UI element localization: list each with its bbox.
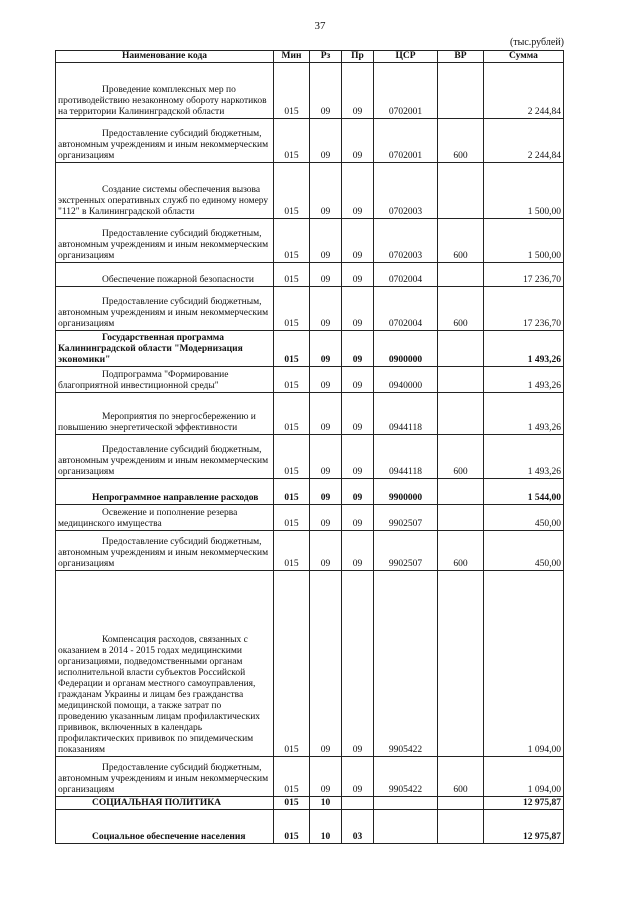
row-pr: 09 [342, 219, 374, 263]
row-rz: 09 [310, 479, 342, 505]
row-sum: 1 493,26 [484, 435, 564, 479]
row-rz: 09 [310, 571, 342, 757]
row-name: Предоставление субсидий бюджетным, автономным учреждениям и иным некоммерческим организациям [56, 287, 274, 331]
row-name: Предоставление субсидий бюджетным, автономным учреждениям и иным некоммерческим организациям [56, 119, 274, 163]
col-header-csr: ЦСР [374, 51, 438, 63]
table-row [56, 435, 564, 479]
table-row [56, 163, 564, 219]
col-header-pr: Пр [342, 51, 374, 63]
row-sum: 1 500,00 [484, 219, 564, 263]
row-csr: 0944118 [374, 393, 438, 435]
row-name: Освежение и пополнение резерва медицинского имущества [56, 505, 274, 531]
row-min: 015 [274, 393, 310, 435]
row-csr: 0702001 [374, 119, 438, 163]
row-pr: 09 [342, 757, 374, 797]
row-pr: 09 [342, 505, 374, 531]
row-rz: 09 [310, 287, 342, 331]
col-header-vr: ВР [438, 51, 484, 63]
table-header [56, 51, 564, 63]
col-header-rz: Рз [310, 51, 342, 63]
row-rz: 09 [310, 367, 342, 393]
row-pr: 09 [342, 571, 374, 757]
budget-table [55, 50, 564, 844]
table-row [56, 479, 564, 505]
row-csr: 0702003 [374, 163, 438, 219]
row-pr: 09 [342, 163, 374, 219]
row-csr: 0702004 [374, 263, 438, 287]
row-name: Предоставление субсидий бюджетным, автономным учреждениям и иным некоммерческим организациям [56, 435, 274, 479]
row-vr [438, 505, 484, 531]
table-row [56, 505, 564, 531]
row-min: 015 [274, 287, 310, 331]
table-row [56, 797, 564, 810]
row-pr: 09 [342, 393, 374, 435]
row-pr: 09 [342, 435, 374, 479]
row-sum: 1 493,26 [484, 331, 564, 367]
table-row [56, 531, 564, 571]
row-name: Предоставление субсидий бюджетным, автономным учреждениям и иным некоммерческим организациям [56, 531, 274, 571]
row-vr [438, 263, 484, 287]
row-vr: 600 [438, 531, 484, 571]
row-sum: 1 500,00 [484, 163, 564, 219]
table-row [56, 571, 564, 757]
row-sum: 17 236,70 [484, 263, 564, 287]
row-sum: 1 094,00 [484, 757, 564, 797]
row-name: Социальное обеспечение населения [56, 810, 274, 844]
row-rz: 09 [310, 531, 342, 571]
row-csr: 9900000 [374, 479, 438, 505]
row-min: 015 [274, 757, 310, 797]
row-min: 015 [274, 219, 310, 263]
col-header-sum: Сумма [484, 51, 564, 63]
row-sum: 2 244,84 [484, 119, 564, 163]
row-pr: 09 [342, 531, 374, 571]
table-row [56, 287, 564, 331]
row-min: 015 [274, 63, 310, 119]
row-csr: 0900000 [374, 331, 438, 367]
row-pr: 09 [342, 287, 374, 331]
row-vr: 600 [438, 435, 484, 479]
row-name: Предоставление субсидий бюджетным, автономным учреждениям и иным некоммерческим организациям [56, 757, 274, 797]
row-sum: 1 493,26 [484, 393, 564, 435]
row-sum: 450,00 [484, 505, 564, 531]
row-csr [374, 797, 438, 810]
row-rz: 09 [310, 505, 342, 531]
table-row [56, 331, 564, 367]
row-pr: 03 [342, 810, 374, 844]
row-rz: 09 [310, 263, 342, 287]
row-vr [438, 393, 484, 435]
table-row [56, 263, 564, 287]
row-pr: 09 [342, 119, 374, 163]
row-min: 015 [274, 263, 310, 287]
row-rz: 09 [310, 393, 342, 435]
page-number: 37 [314, 20, 326, 32]
row-rz: 09 [310, 163, 342, 219]
row-min: 015 [274, 119, 310, 163]
row-csr: 9902507 [374, 505, 438, 531]
row-rz: 09 [310, 219, 342, 263]
row-sum: 12 975,87 [484, 810, 564, 844]
row-rz: 09 [310, 119, 342, 163]
row-min: 015 [274, 810, 310, 844]
row-pr: 09 [342, 263, 374, 287]
row-rz: 09 [310, 435, 342, 479]
row-sum: 1 544,00 [484, 479, 564, 505]
row-name: Проведение комплексных мер по противодействию незаконному обороту наркотиков на территории Калининградской области [56, 63, 274, 119]
row-min: 015 [274, 367, 310, 393]
row-vr [438, 163, 484, 219]
row-min: 015 [274, 479, 310, 505]
row-rz: 10 [310, 810, 342, 844]
row-csr: 9905422 [374, 571, 438, 757]
row-pr: 09 [342, 479, 374, 505]
row-rz: 09 [310, 63, 342, 119]
row-min: 015 [274, 797, 310, 810]
row-csr: 9905422 [374, 757, 438, 797]
row-vr [438, 571, 484, 757]
row-rz: 09 [310, 757, 342, 797]
col-header-name: Наименование кода [56, 51, 274, 63]
row-vr [438, 63, 484, 119]
row-min: 015 [274, 531, 310, 571]
row-min: 015 [274, 331, 310, 367]
row-name: Создание системы обеспечения вызова экстренных оперативных служб по единому номеру "112" в Калининградской области [56, 163, 274, 219]
row-csr: 0702004 [374, 287, 438, 331]
table-row [56, 810, 564, 844]
row-vr [438, 479, 484, 505]
row-sum: 1 493,26 [484, 367, 564, 393]
units-label: (тыс.рублей) [509, 37, 564, 48]
table-row [56, 757, 564, 797]
table-row [56, 63, 564, 119]
row-sum: 2 244,84 [484, 63, 564, 119]
row-min: 015 [274, 571, 310, 757]
row-vr [438, 810, 484, 844]
row-csr: 0702001 [374, 63, 438, 119]
row-csr: 0944118 [374, 435, 438, 479]
row-name: Государственная программа Калининградской области "Модернизация экономики" [56, 331, 274, 367]
row-name: Компенсация расходов, связанных с оказанием в 2014 - 2015 годах медицинскими организациями, подведомственными органам исполнительной власти субъектов Российской Федерации и органам местного самоуправления, гражданам Украины и лицам без гражданства медицинской помощи, а также затрат по проведению указанным лицам профилактических прививок, включенных в календарь профилактических прививок по эпидемическим показаниям [56, 571, 274, 757]
col-header-min: Мин [274, 51, 310, 63]
table-row [56, 119, 564, 163]
row-sum: 12 975,87 [484, 797, 564, 810]
row-name: Непрограммное направление расходов [56, 479, 274, 505]
row-min: 015 [274, 163, 310, 219]
row-sum: 450,00 [484, 531, 564, 571]
row-name: Обеспечение пожарной безопасности [56, 263, 274, 287]
row-name: Подпрограмма "Формирование благоприятной инвестиционной среды" [56, 367, 274, 393]
row-vr [438, 331, 484, 367]
row-csr [374, 810, 438, 844]
row-min: 015 [274, 435, 310, 479]
row-pr: 09 [342, 367, 374, 393]
table-row [56, 219, 564, 263]
row-vr: 600 [438, 219, 484, 263]
row-pr [342, 797, 374, 810]
row-name: Мероприятия по энергосбережению и повышению энергетической эффективности [56, 393, 274, 435]
row-name: Предоставление субсидий бюджетным, автономным учреждениям и иным некоммерческим организациям [56, 219, 274, 263]
row-csr: 0940000 [374, 367, 438, 393]
table-row [56, 393, 564, 435]
row-pr: 09 [342, 63, 374, 119]
row-vr: 600 [438, 757, 484, 797]
row-vr: 600 [438, 119, 484, 163]
row-rz: 09 [310, 331, 342, 367]
table-row [56, 367, 564, 393]
row-vr [438, 367, 484, 393]
row-vr [438, 797, 484, 810]
row-sum: 1 094,00 [484, 571, 564, 757]
row-sum: 17 236,70 [484, 287, 564, 331]
row-rz: 10 [310, 797, 342, 810]
row-csr: 0702003 [374, 219, 438, 263]
row-pr: 09 [342, 331, 374, 367]
row-name: СОЦИАЛЬНАЯ ПОЛИТИКА [56, 797, 274, 810]
row-vr: 600 [438, 287, 484, 331]
row-csr: 9902507 [374, 531, 438, 571]
row-min: 015 [274, 505, 310, 531]
